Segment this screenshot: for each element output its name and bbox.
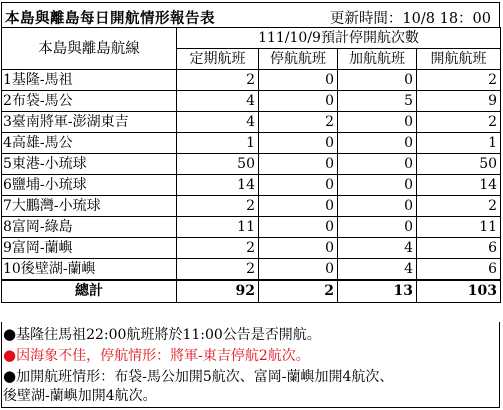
scheduled-count: 2 <box>177 70 259 91</box>
suspended-count: 0 <box>259 133 338 154</box>
table-row <box>2 133 501 154</box>
total-operating: 103 <box>417 280 501 302</box>
scheduled-count: 14 <box>177 175 259 196</box>
route-name: 9富岡-蘭嶼 <box>2 238 177 259</box>
total-label: 總計 <box>2 280 177 302</box>
bullet-icon: ● <box>3 346 17 364</box>
operating-count: 50 <box>417 154 501 175</box>
suspended-count: 0 <box>259 154 338 175</box>
suspended-count: 0 <box>259 175 338 196</box>
operating-count: 2 <box>417 196 501 217</box>
route-name: 4高雄-馬公 <box>2 133 177 154</box>
bullet-icon: ● <box>3 367 17 385</box>
added-count: 0 <box>338 175 417 196</box>
suspended-count: 0 <box>259 70 338 91</box>
notes-box <box>1 322 500 408</box>
operating-count: 2 <box>417 112 501 133</box>
added-count: 0 <box>338 112 417 133</box>
route-name: 2布袋-馬公 <box>2 91 177 112</box>
scheduled-count: 1 <box>177 133 259 154</box>
note-3-continued <box>3 387 157 406</box>
added-count: 0 <box>338 217 417 238</box>
added-count: 0 <box>338 133 417 154</box>
route-name: 10後壁湖-蘭嶼 <box>2 259 177 281</box>
added-count: 0 <box>338 196 417 217</box>
suspended-count: 0 <box>259 217 338 238</box>
header-row-1 <box>2 28 501 49</box>
scheduled-count: 2 <box>177 259 259 281</box>
col-added-header: 加航航班 <box>338 49 417 70</box>
route-column-header: 本島與離島航線 <box>2 28 177 70</box>
col-suspended-header: 停航航班 <box>259 49 338 70</box>
scheduled-count: 2 <box>177 238 259 259</box>
update-time: 更新時間：10/8 18：00 <box>329 11 491 27</box>
route-name: 8富岡-綠島 <box>2 217 177 238</box>
added-count: 0 <box>338 70 417 91</box>
suspended-count: 0 <box>259 259 338 281</box>
table-row <box>2 259 501 281</box>
table-row <box>2 112 501 133</box>
sailing-table <box>1 27 501 303</box>
suspended-count: 0 <box>259 91 338 112</box>
operating-count: 6 <box>417 259 501 281</box>
report-sheet <box>1 2 500 408</box>
suspended-count: 0 <box>259 238 338 259</box>
report-title: 本島與離島每日開航情形報告表 <box>5 10 215 27</box>
table-row <box>2 175 501 196</box>
scheduled-count: 4 <box>177 91 259 112</box>
operating-count: 2 <box>417 70 501 91</box>
table-row <box>2 196 501 217</box>
suspended-count: 2 <box>259 112 338 133</box>
table-row <box>2 91 501 112</box>
total-suspended: 2 <box>259 280 338 302</box>
bullet-icon: ● <box>3 325 17 343</box>
note-2-text: 因海象不佳，停航情形：將軍-東吉停航2航次。 <box>16 348 310 364</box>
route-name: 5東港-小琉球 <box>2 154 177 175</box>
note-2 <box>3 346 310 366</box>
operating-count: 6 <box>417 238 501 259</box>
operating-count: 14 <box>417 175 501 196</box>
note-1 <box>3 325 321 345</box>
title-row <box>1 2 500 28</box>
added-count: 5 <box>338 91 417 112</box>
total-scheduled: 92 <box>177 280 259 302</box>
scheduled-count: 50 <box>177 154 259 175</box>
operating-count: 11 <box>417 217 501 238</box>
route-name: 3臺南將軍-澎湖東吉 <box>2 112 177 133</box>
note-3 <box>3 367 393 387</box>
route-name: 1基隆-馬祖 <box>2 70 177 91</box>
date-header: 111/10/9預計停開航次數 <box>177 28 501 49</box>
operating-count: 9 <box>417 91 501 112</box>
note-3-text-line1: 加開航班情形：布袋-馬公加開5航次、富岡-蘭嶼加開4航次、 <box>16 369 394 385</box>
scheduled-count: 11 <box>177 217 259 238</box>
col-scheduled-header: 定期航班 <box>177 49 259 70</box>
route-name: 6鹽埔-小琉球 <box>2 175 177 196</box>
total-row <box>2 280 501 302</box>
table-row <box>2 70 501 91</box>
added-count: 0 <box>338 154 417 175</box>
added-count: 4 <box>338 238 417 259</box>
operating-count: 1 <box>417 133 501 154</box>
route-name: 7大鵬灣-小琉球 <box>2 196 177 217</box>
note-1-text: 基隆往馬祖22:00航班將於11:00公告是否開航。 <box>16 327 321 343</box>
added-count: 4 <box>338 259 417 281</box>
table-row <box>2 217 501 238</box>
col-operating-header: 開航航班 <box>417 49 501 70</box>
table-row <box>2 154 501 175</box>
scheduled-count: 2 <box>177 196 259 217</box>
suspended-count: 0 <box>259 196 338 217</box>
total-added: 13 <box>338 280 417 302</box>
scheduled-count: 4 <box>177 112 259 133</box>
note-3-text-line2: 後壁湖-蘭嶼加開4航次。 <box>3 388 157 404</box>
table-row <box>2 238 501 259</box>
